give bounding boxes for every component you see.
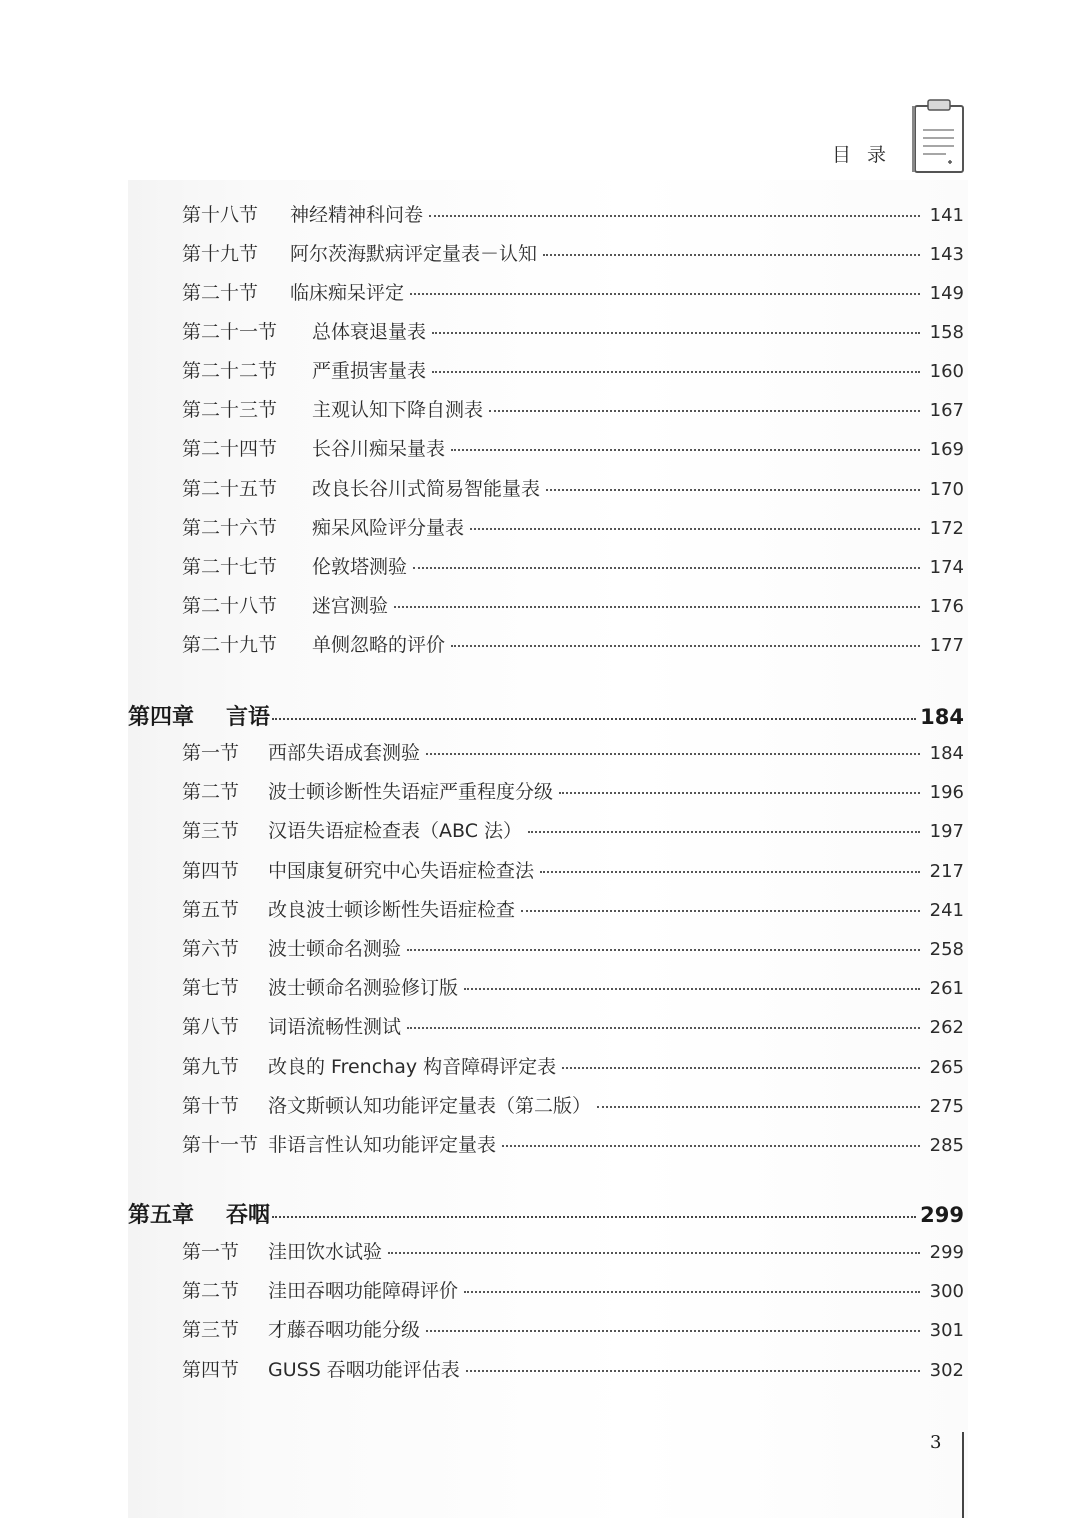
dot-leader <box>410 293 920 295</box>
dot-leader <box>540 871 920 873</box>
section-label: 第二十一节 <box>182 321 278 343</box>
dot-leader <box>528 831 920 833</box>
section-title: 洼田吞咽功能障碍评价 <box>268 1280 459 1302</box>
section-label: 第二十二节 <box>182 360 278 382</box>
section-title: 迷宫测验 <box>312 595 389 617</box>
dot-leader <box>464 1291 920 1293</box>
section-entry[interactable] <box>182 1130 964 1157</box>
section-entry[interactable] <box>182 1315 964 1342</box>
section-entry[interactable] <box>182 200 964 227</box>
dot-leader <box>394 606 920 608</box>
chapter-title: 言语 <box>226 705 271 730</box>
section-page: 299 <box>929 1242 964 1263</box>
section-page: 197 <box>929 821 964 842</box>
dot-leader <box>466 1370 920 1372</box>
section-label: 第二十节 <box>182 282 259 304</box>
section-label: 第八节 <box>182 1016 240 1038</box>
section-entry[interactable] <box>182 1052 964 1079</box>
section-entry[interactable] <box>182 1276 964 1303</box>
section-label: 第二十三节 <box>182 399 278 421</box>
section-title: 词语流畅性测试 <box>268 1016 402 1038</box>
section-label: 第一节 <box>182 1241 240 1263</box>
chapter-entry[interactable] <box>128 1198 964 1229</box>
section-page: 184 <box>929 743 964 764</box>
section-page: 241 <box>929 900 964 921</box>
dot-leader <box>426 1330 920 1332</box>
dot-leader <box>407 1027 920 1029</box>
section-title: 阿尔茨海默病评定量表－认知 <box>290 243 538 265</box>
section-entry[interactable] <box>182 395 964 422</box>
section-title: 中国康复研究中心失语症检查法 <box>268 860 535 882</box>
section-title: 洛文斯顿认知功能评定量表（第二版） <box>268 1095 592 1117</box>
section-label: 第二十四节 <box>182 438 278 460</box>
section-label: 第二十八节 <box>182 595 278 617</box>
section-title: 总体衰退量表 <box>312 321 427 343</box>
section-entry[interactable] <box>182 552 964 579</box>
section-title: 临床痴呆评定 <box>290 282 405 304</box>
section-label: 第三节 <box>182 820 240 842</box>
section-label: 第一节 <box>182 742 240 764</box>
section-title: 严重损害量表 <box>312 360 427 382</box>
section-label: 第十八节 <box>182 204 259 226</box>
chapter-entry[interactable] <box>128 700 964 731</box>
section-label: 第四节 <box>182 860 240 882</box>
section-entry[interactable] <box>182 434 964 461</box>
dot-leader <box>502 1145 920 1147</box>
section-title: 波士顿命名测验修订版 <box>268 977 459 999</box>
section-label: 第二十五节 <box>182 478 278 500</box>
section-entry[interactable] <box>182 239 964 266</box>
section-page: 275 <box>929 1096 964 1117</box>
section-page: 217 <box>929 861 964 882</box>
chapter-page: 184 <box>920 705 964 729</box>
section-label: 第二十七节 <box>182 556 278 578</box>
section-title: 痴呆风险评分量表 <box>312 517 465 539</box>
section-page: 262 <box>929 1017 964 1038</box>
chapter-page: 299 <box>920 1203 964 1227</box>
section-title: 改良的 Frenchay 构音障碍评定表 <box>268 1056 557 1078</box>
dot-leader <box>559 792 920 794</box>
section-page: 301 <box>929 1320 964 1341</box>
section-page: 172 <box>929 518 964 539</box>
dot-leader <box>429 215 920 217</box>
dot-leader <box>546 489 920 491</box>
section-page: 265 <box>929 1057 964 1078</box>
section-title: 西部失语成套测验 <box>268 742 421 764</box>
section-entry[interactable] <box>182 513 964 540</box>
section-page: 258 <box>929 939 964 960</box>
section-title: 汉语失语症检查表（ABC 法） <box>268 820 523 842</box>
section-entry[interactable] <box>182 816 964 843</box>
section-title: 改良波士顿诊断性失语症检查 <box>268 899 516 921</box>
dot-leader <box>432 332 920 334</box>
section-entry[interactable] <box>182 591 964 618</box>
section-page: 302 <box>929 1360 964 1381</box>
section-page: 177 <box>929 635 964 656</box>
section-entry[interactable] <box>182 356 964 383</box>
dot-leader <box>521 910 920 912</box>
section-title: 才藤吞咽功能分级 <box>268 1319 421 1341</box>
section-title: 改良长谷川式简易智能量表 <box>312 478 541 500</box>
section-entry[interactable] <box>182 856 964 883</box>
section-label: 第六节 <box>182 938 240 960</box>
section-label: 第十九节 <box>182 243 259 265</box>
section-page: 149 <box>929 283 964 304</box>
page-edge-rule <box>962 1432 964 1518</box>
section-label: 第十一节 <box>182 1134 259 1156</box>
section-page: 261 <box>929 978 964 999</box>
section-page: 167 <box>929 400 964 421</box>
section-title: 洼田饮水试验 <box>268 1241 383 1263</box>
section-page: 169 <box>929 439 964 460</box>
chapter-label: 第五章 <box>128 1203 195 1228</box>
dot-leader <box>272 1216 916 1218</box>
section-entry[interactable] <box>182 278 964 305</box>
dot-leader <box>272 718 916 720</box>
header-title: 目录 <box>832 144 903 166</box>
dot-leader <box>451 645 920 647</box>
section-label: 第十节 <box>182 1095 240 1117</box>
clipboard-icon <box>912 98 966 176</box>
dot-leader <box>597 1106 920 1108</box>
section-title: 波士顿诊断性失语症严重程度分级 <box>268 781 554 803</box>
dot-leader <box>426 753 920 755</box>
dot-leader <box>432 371 920 373</box>
dot-leader <box>470 528 920 530</box>
section-page: 174 <box>929 557 964 578</box>
section-label: 第二十九节 <box>182 634 278 656</box>
section-title: GUSS 吞咽功能评估表 <box>268 1359 460 1381</box>
section-entry[interactable] <box>182 895 964 922</box>
section-title: 神经精神科问卷 <box>290 204 424 226</box>
section-label: 第五节 <box>182 899 240 921</box>
section-page: 300 <box>929 1281 964 1302</box>
dot-leader <box>489 410 920 412</box>
section-entry[interactable] <box>182 317 964 344</box>
section-entry[interactable] <box>182 934 964 961</box>
section-entry[interactable] <box>182 1355 964 1382</box>
section-entry[interactable] <box>182 474 964 501</box>
dot-leader <box>388 1252 920 1254</box>
dot-leader <box>407 949 920 951</box>
dot-leader <box>464 988 920 990</box>
section-title: 主观认知下降自测表 <box>312 399 484 421</box>
chapter-title: 吞咽 <box>226 1203 271 1228</box>
section-label: 第二十六节 <box>182 517 278 539</box>
section-entry[interactable] <box>182 1237 964 1264</box>
section-title: 非语言性认知功能评定量表 <box>268 1134 497 1156</box>
section-title: 波士顿命名测验 <box>268 938 402 960</box>
section-entry[interactable] <box>182 630 964 657</box>
section-entry[interactable] <box>182 973 964 1000</box>
section-entry[interactable] <box>182 777 964 804</box>
section-page: 141 <box>929 205 964 226</box>
section-page: 143 <box>929 244 964 265</box>
section-page: 160 <box>929 361 964 382</box>
section-entry[interactable] <box>182 1012 964 1039</box>
section-label: 第二节 <box>182 781 240 803</box>
section-entry[interactable] <box>182 1091 964 1118</box>
section-entry[interactable] <box>182 738 964 765</box>
section-title: 伦敦塔测验 <box>312 556 408 578</box>
section-page: 176 <box>929 596 964 617</box>
section-page: 170 <box>929 479 964 500</box>
section-title: 长谷川痴呆量表 <box>312 438 446 460</box>
dot-leader <box>451 449 920 451</box>
section-label: 第三节 <box>182 1319 240 1341</box>
dot-leader <box>562 1067 920 1069</box>
section-page: 158 <box>929 322 964 343</box>
dot-leader <box>413 567 920 569</box>
section-title: 单侧忽略的评价 <box>312 634 446 656</box>
section-label: 第九节 <box>182 1056 240 1078</box>
section-page: 285 <box>929 1135 964 1156</box>
section-page: 196 <box>929 782 964 803</box>
dot-leader <box>543 254 920 256</box>
page-number: 3 <box>930 1432 942 1453</box>
section-label: 第四节 <box>182 1359 240 1381</box>
section-label: 第七节 <box>182 977 240 999</box>
chapter-label: 第四章 <box>128 705 195 730</box>
section-label: 第二节 <box>182 1280 240 1302</box>
